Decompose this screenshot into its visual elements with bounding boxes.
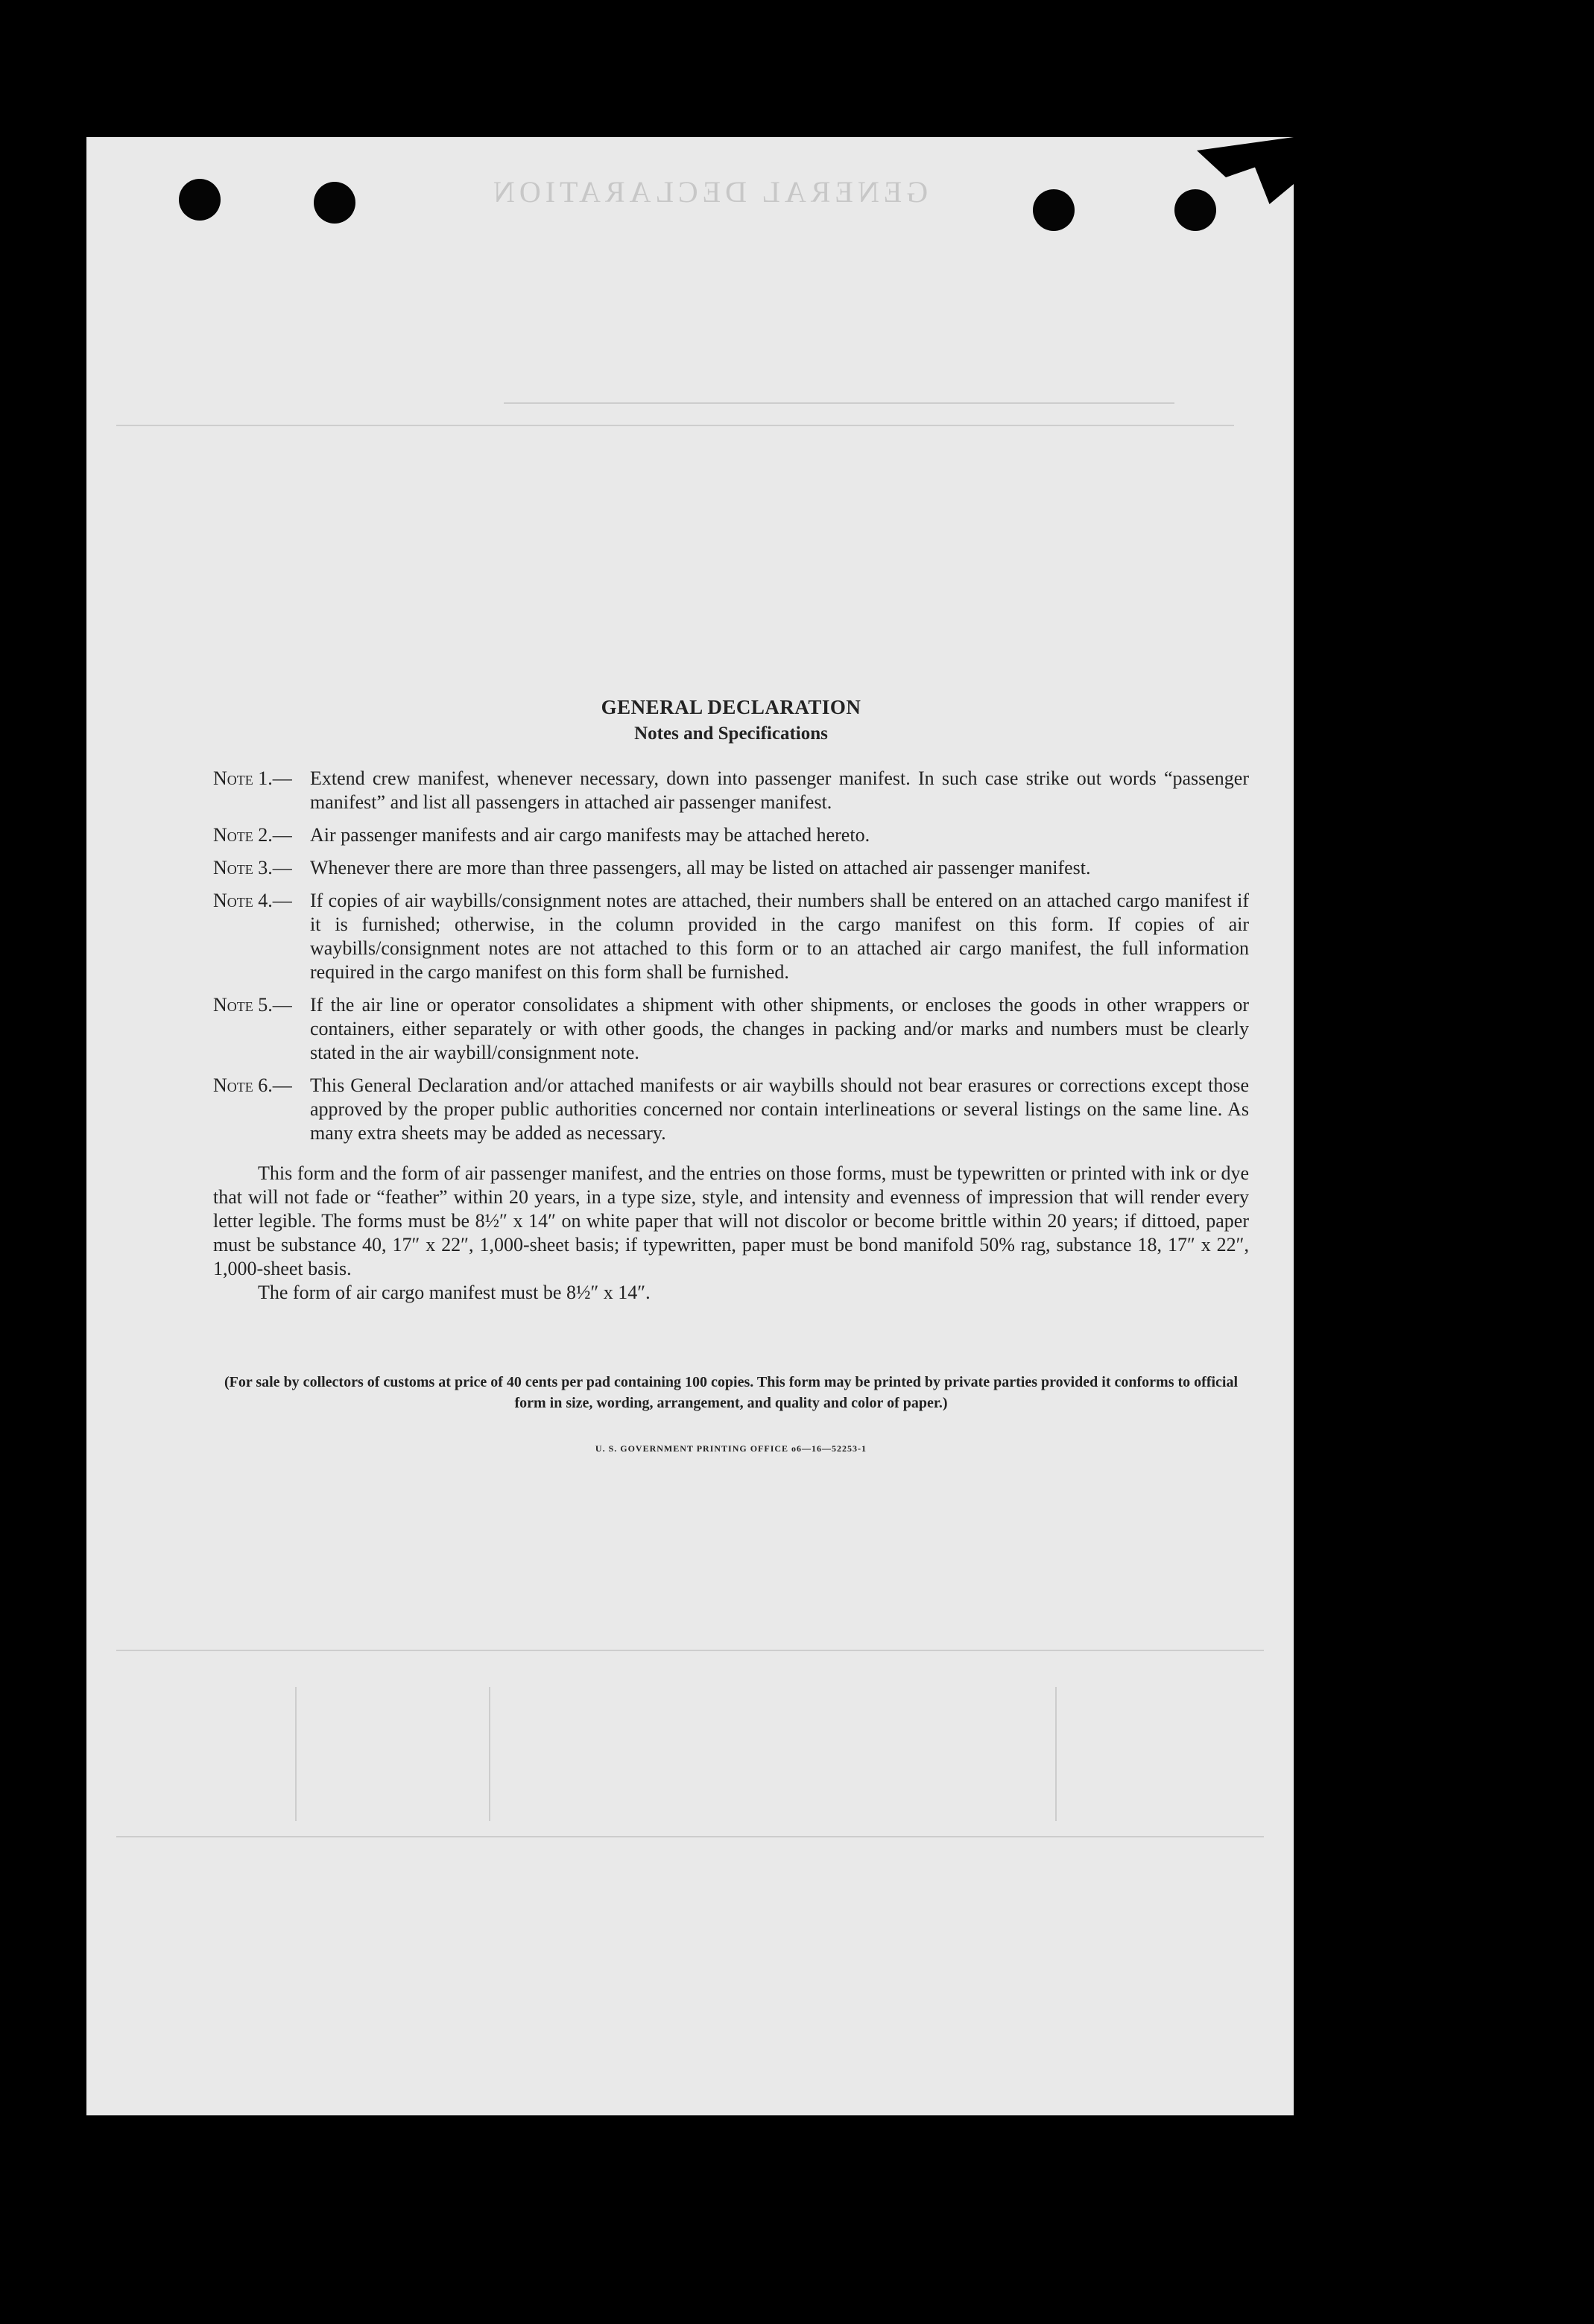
cargo-manifest-size: The form of air cargo manifest must be 8½″ x 14″. bbox=[258, 1282, 651, 1303]
note-6 bbox=[213, 1074, 1249, 1145]
declaration-notes bbox=[213, 696, 1249, 1454]
punch-hole bbox=[1033, 189, 1075, 231]
document-subtitle: Notes and Specifications bbox=[634, 724, 828, 744]
bleed-through-rule bbox=[116, 1650, 1264, 1651]
note-label: Note 1.— bbox=[213, 767, 292, 789]
bleed-through-rule bbox=[116, 425, 1234, 426]
note-5 bbox=[213, 993, 1249, 1065]
sale-notice: (For sale by collectors of customs at price of 40 cents per pad containing 100 copies. This form may be printed by private parties provided it conforms to official form in size, wording, arrangement, and quality and color of paper.) bbox=[224, 1374, 1239, 1411]
note-label: Note 5.— bbox=[213, 994, 292, 1016]
bleed-through-rule bbox=[504, 402, 1174, 404]
note-text: If copies of air waybills/consignment notes are attached, their numbers shall be entered on an attached cargo manifest if it is furnished; otherwise, in the column provided in the cargo manifest on this form. If copies of air waybills/consignment notes are not attached to this form or to an attached air cargo manifest, the full information required in the cargo manifest on this form shall be furnished. bbox=[310, 890, 1249, 983]
note-4 bbox=[213, 889, 1249, 984]
punch-hole bbox=[179, 179, 221, 221]
punch-hole bbox=[1174, 189, 1216, 231]
bleed-through-heading: GENERAL DECLARATION bbox=[489, 175, 929, 209]
note-text: This General Declaration and/or attached manifests or air waybills should not bear erasures or corrections except those approved by the proper public authorities concerned nor contain interlineations or several listings on the same line. As many extra sheets may be added as necessary. bbox=[310, 1074, 1249, 1144]
note-label: Note 4.— bbox=[213, 890, 292, 911]
punch-hole bbox=[314, 182, 355, 224]
note-text: Extend crew manifest, whenever necessary, down into passenger manifest. In such case strike out words “passenger manifest” and list all passengers in attached air passenger manifest. bbox=[310, 767, 1249, 813]
note-3 bbox=[213, 856, 1249, 880]
bleed-through-rule bbox=[295, 1687, 297, 1821]
bleed-through-rule bbox=[489, 1687, 490, 1821]
document-title: GENERAL DECLARATION bbox=[601, 696, 861, 718]
bleed-through-rule bbox=[116, 1836, 1264, 1837]
note-text: Whenever there are more than three passengers, all may be listed on attached air passenger manifest. bbox=[310, 857, 1091, 878]
form-specification-paragraph: This form and the form of air passenger manifest, and the entries on those forms, must be typewritten or printed with ink or dye that will not fade or “feather” within 20 years, in a type size, style, and intensity and evenness of impression that will render every letter legible. The forms must be 8½″ x 14″ on white paper that will not discolor or become brittle within 20 years; if dittoed, paper must be substance 40, 17″ x 22″, 1,000-sheet basis; if typewritten, paper must be bond manifold 50% rag, substance 18, 17″ x 22″, 1,000-sheet basis. bbox=[213, 1162, 1249, 1279]
bleed-through-rule bbox=[1055, 1687, 1057, 1821]
torn-corner bbox=[1197, 137, 1294, 204]
printer-imprint: U. S. GOVERNMENT PRINTING OFFICE o6—16—52253-1 bbox=[595, 1443, 867, 1454]
note-label: Note 6.— bbox=[213, 1074, 292, 1096]
document-page bbox=[86, 137, 1294, 2115]
note-2 bbox=[213, 823, 1249, 847]
note-label: Note 2.— bbox=[213, 824, 292, 846]
note-1 bbox=[213, 767, 1249, 814]
note-text: Air passenger manifests and air cargo manifests may be attached hereto. bbox=[310, 824, 870, 846]
note-text: If the air line or operator consolidates a shipment with other shipments, or encloses the goods in other wrappers or containers, either separately or with other goods, the changes in packing and/or marks and numbers must be clearly stated in the air waybill/consignment note. bbox=[310, 994, 1249, 1063]
note-label: Note 3.— bbox=[213, 857, 292, 878]
